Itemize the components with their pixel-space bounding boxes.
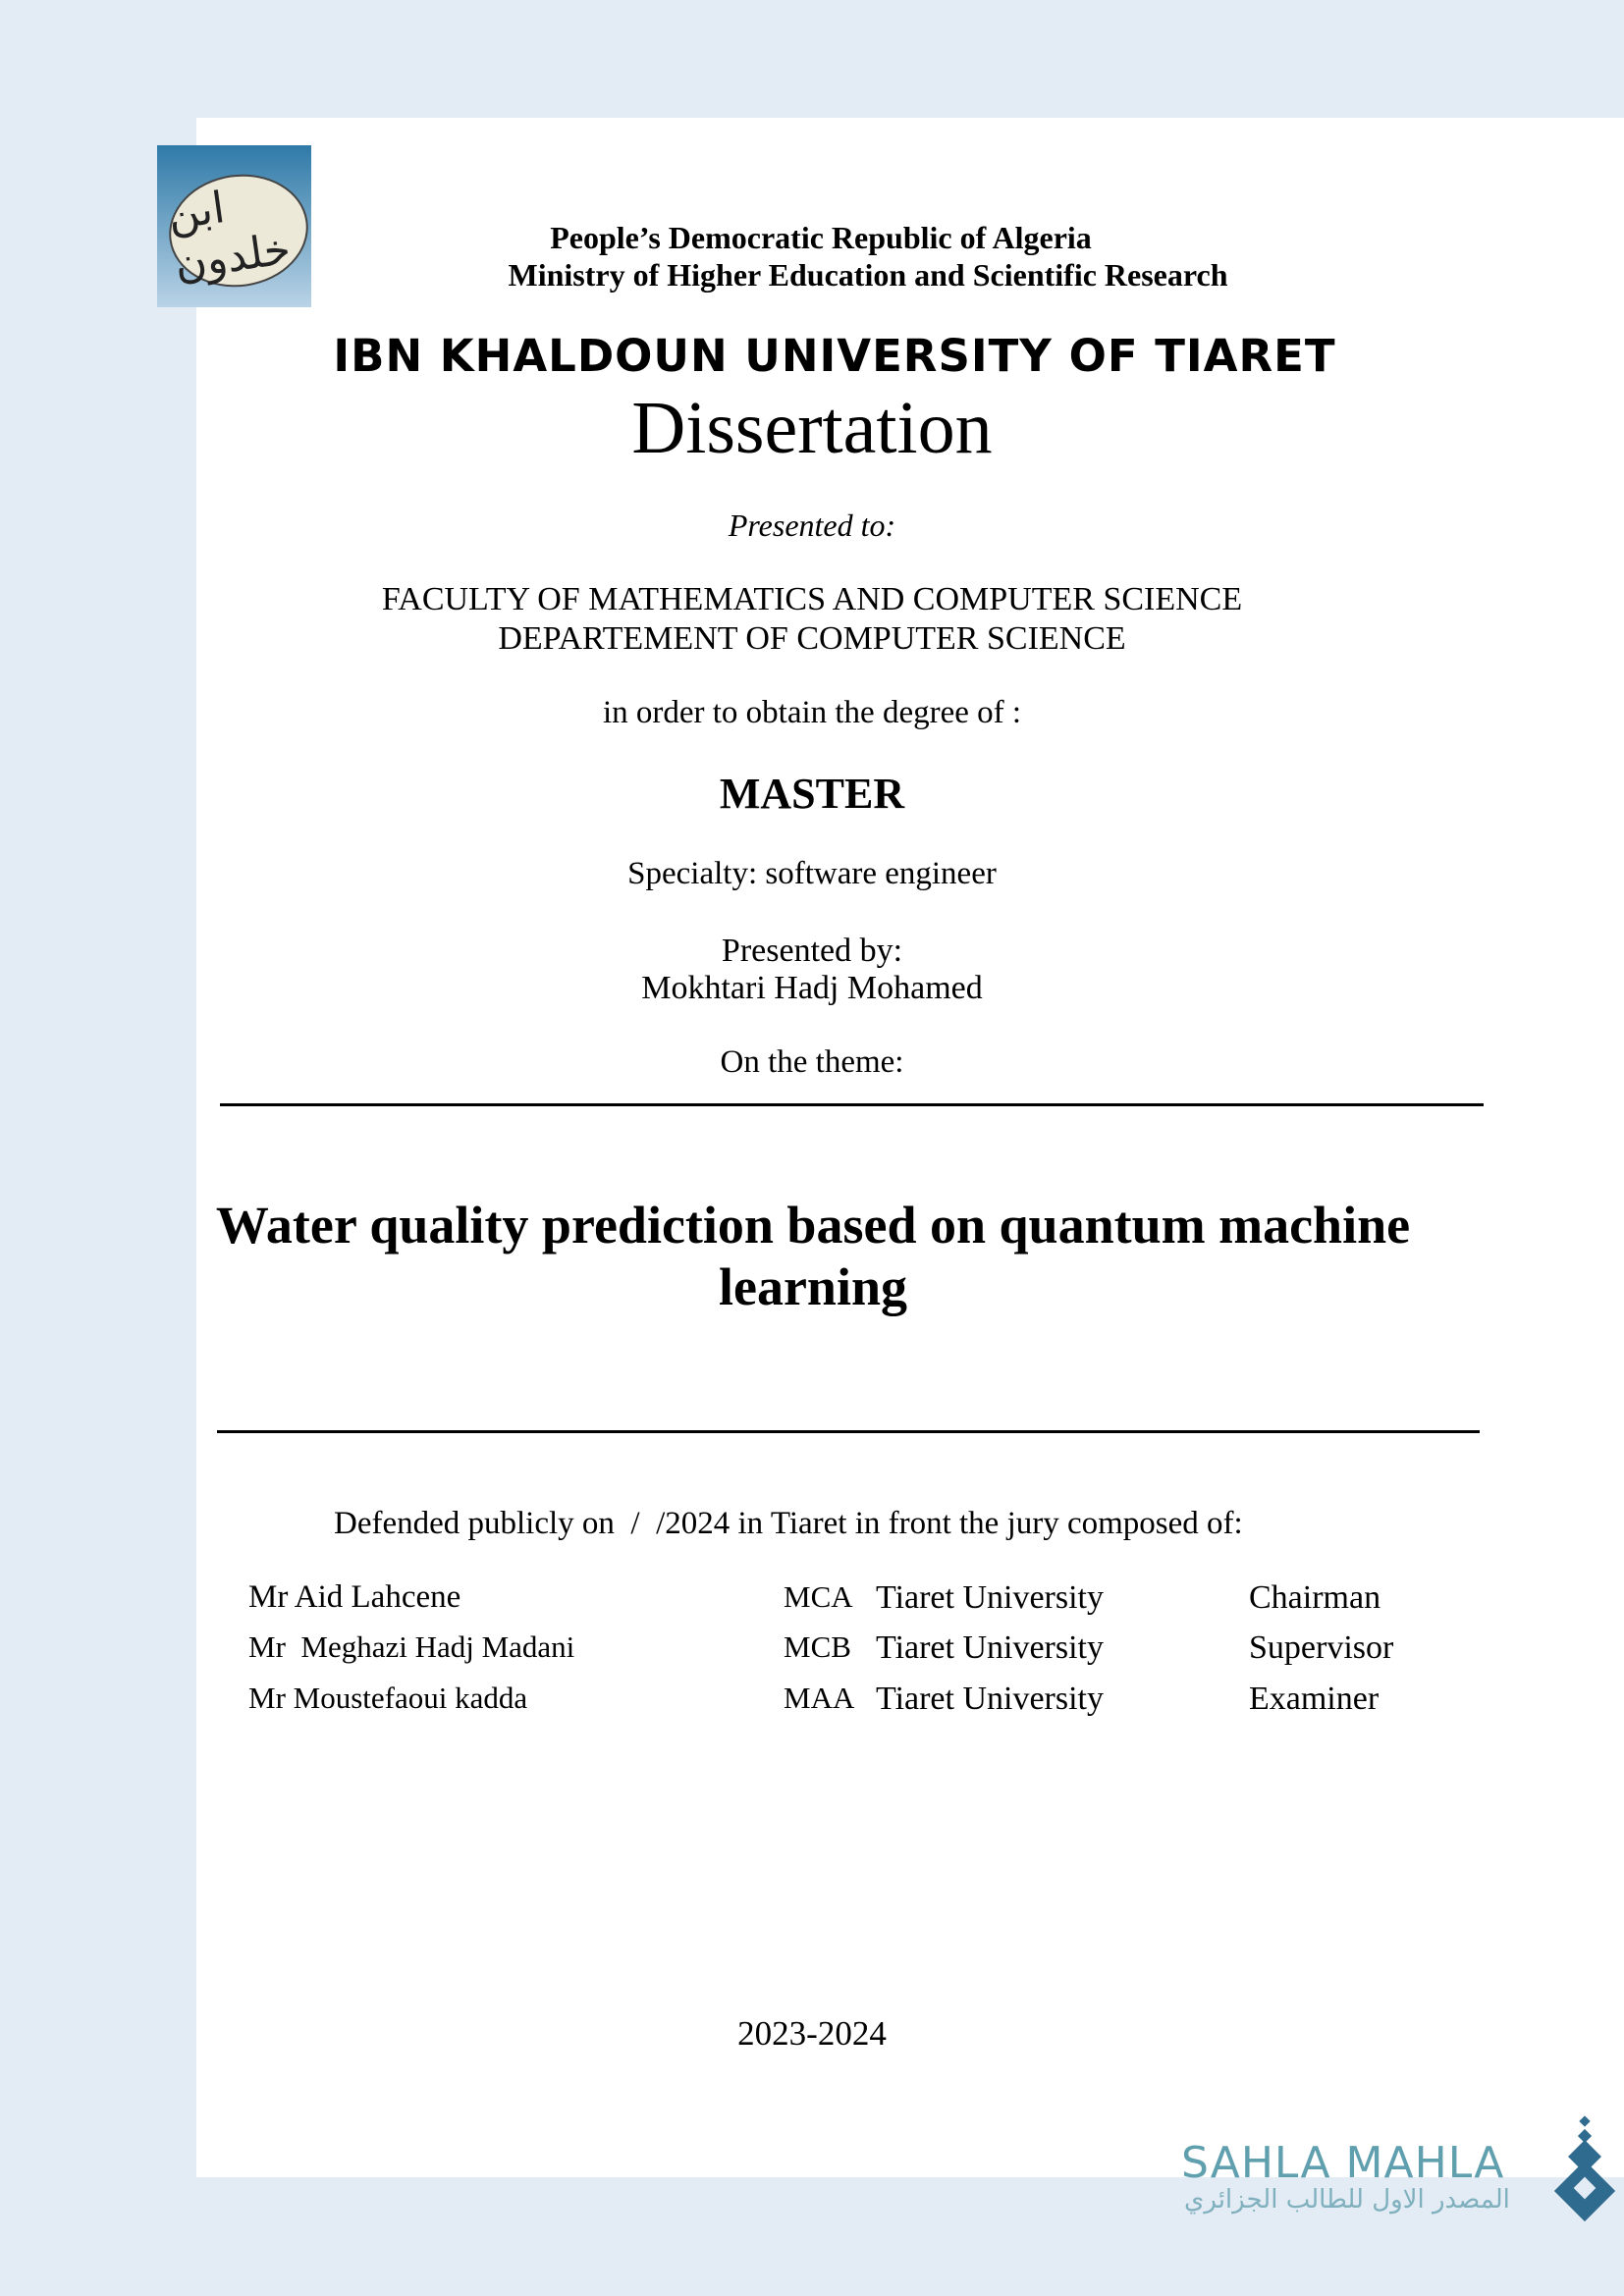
jury-role: Examiner: [1249, 1681, 1380, 1717]
degree: MASTER: [719, 770, 905, 818]
logo-seal: [162, 166, 315, 296]
jury-institution: Tiaret University: [876, 1681, 1105, 1717]
presented-by-label: Presented by:: [721, 933, 903, 969]
thesis-title-line1: Water quality prediction based on quantum machine: [215, 1196, 1411, 1255]
jury-grade: MCB: [784, 1629, 851, 1664]
republic-heading: People’s Democratic Republic of Algeria: [550, 220, 1092, 255]
jury-institution: Tiaret University: [876, 1629, 1105, 1666]
jury-name: Mr Meghazi Hadj Madani: [248, 1629, 575, 1664]
jury-name: Mr Moustefaoui kadda: [248, 1681, 528, 1715]
divider-top: [220, 1103, 1484, 1106]
university-logo: [157, 145, 311, 307]
jury-grade: MAA: [784, 1681, 855, 1715]
watermark-brand: SAHLA MAHLA: [1181, 2138, 1505, 2188]
jury-role: Chairman: [1249, 1579, 1381, 1616]
theme-label: On the theme:: [720, 1044, 904, 1080]
jury-grade: MCA: [784, 1579, 853, 1614]
jury-role: Supervisor: [1249, 1629, 1394, 1666]
ministry-heading: Ministry of Higher Education and Scientific Research: [508, 257, 1228, 293]
jury-name: Mr Aid Lahcene: [248, 1579, 461, 1615]
divider-bottom: [217, 1430, 1480, 1433]
jury-institution: Tiaret University: [876, 1579, 1105, 1616]
sahla-mahla-logo-icon: [1553, 2115, 1622, 2223]
faculty: FACULTY OF MATHEMATICS AND COMPUTER SCIENCE: [381, 581, 1243, 617]
department: DEPARTEMENT OF COMPUTER SCIENCE: [498, 620, 1126, 657]
presented-to-label: Presented to:: [728, 507, 896, 543]
author-name: Mokhtari Hadj Mohamed: [641, 970, 983, 1006]
specialty: Specialty: software engineer: [627, 856, 997, 891]
watermark-tagline: المصدر الاول للطالب الجزائري: [1184, 2185, 1510, 2215]
academic-year: 2023-2024: [737, 2014, 887, 2053]
document-type: Dissertation: [631, 387, 993, 469]
thesis-title-line2: learning: [718, 1257, 908, 1316]
defense-statement: Defended publicly on / /2024 in Tiaret in front the jury composed of:: [334, 1506, 1243, 1541]
logo-text: ابن خلدون: [164, 184, 294, 290]
degree-intro: in order to obtain the degree of :: [602, 695, 1022, 730]
university-name: IBN KHALDOUN UNIVERSITY OF TIARET: [333, 330, 1336, 382]
